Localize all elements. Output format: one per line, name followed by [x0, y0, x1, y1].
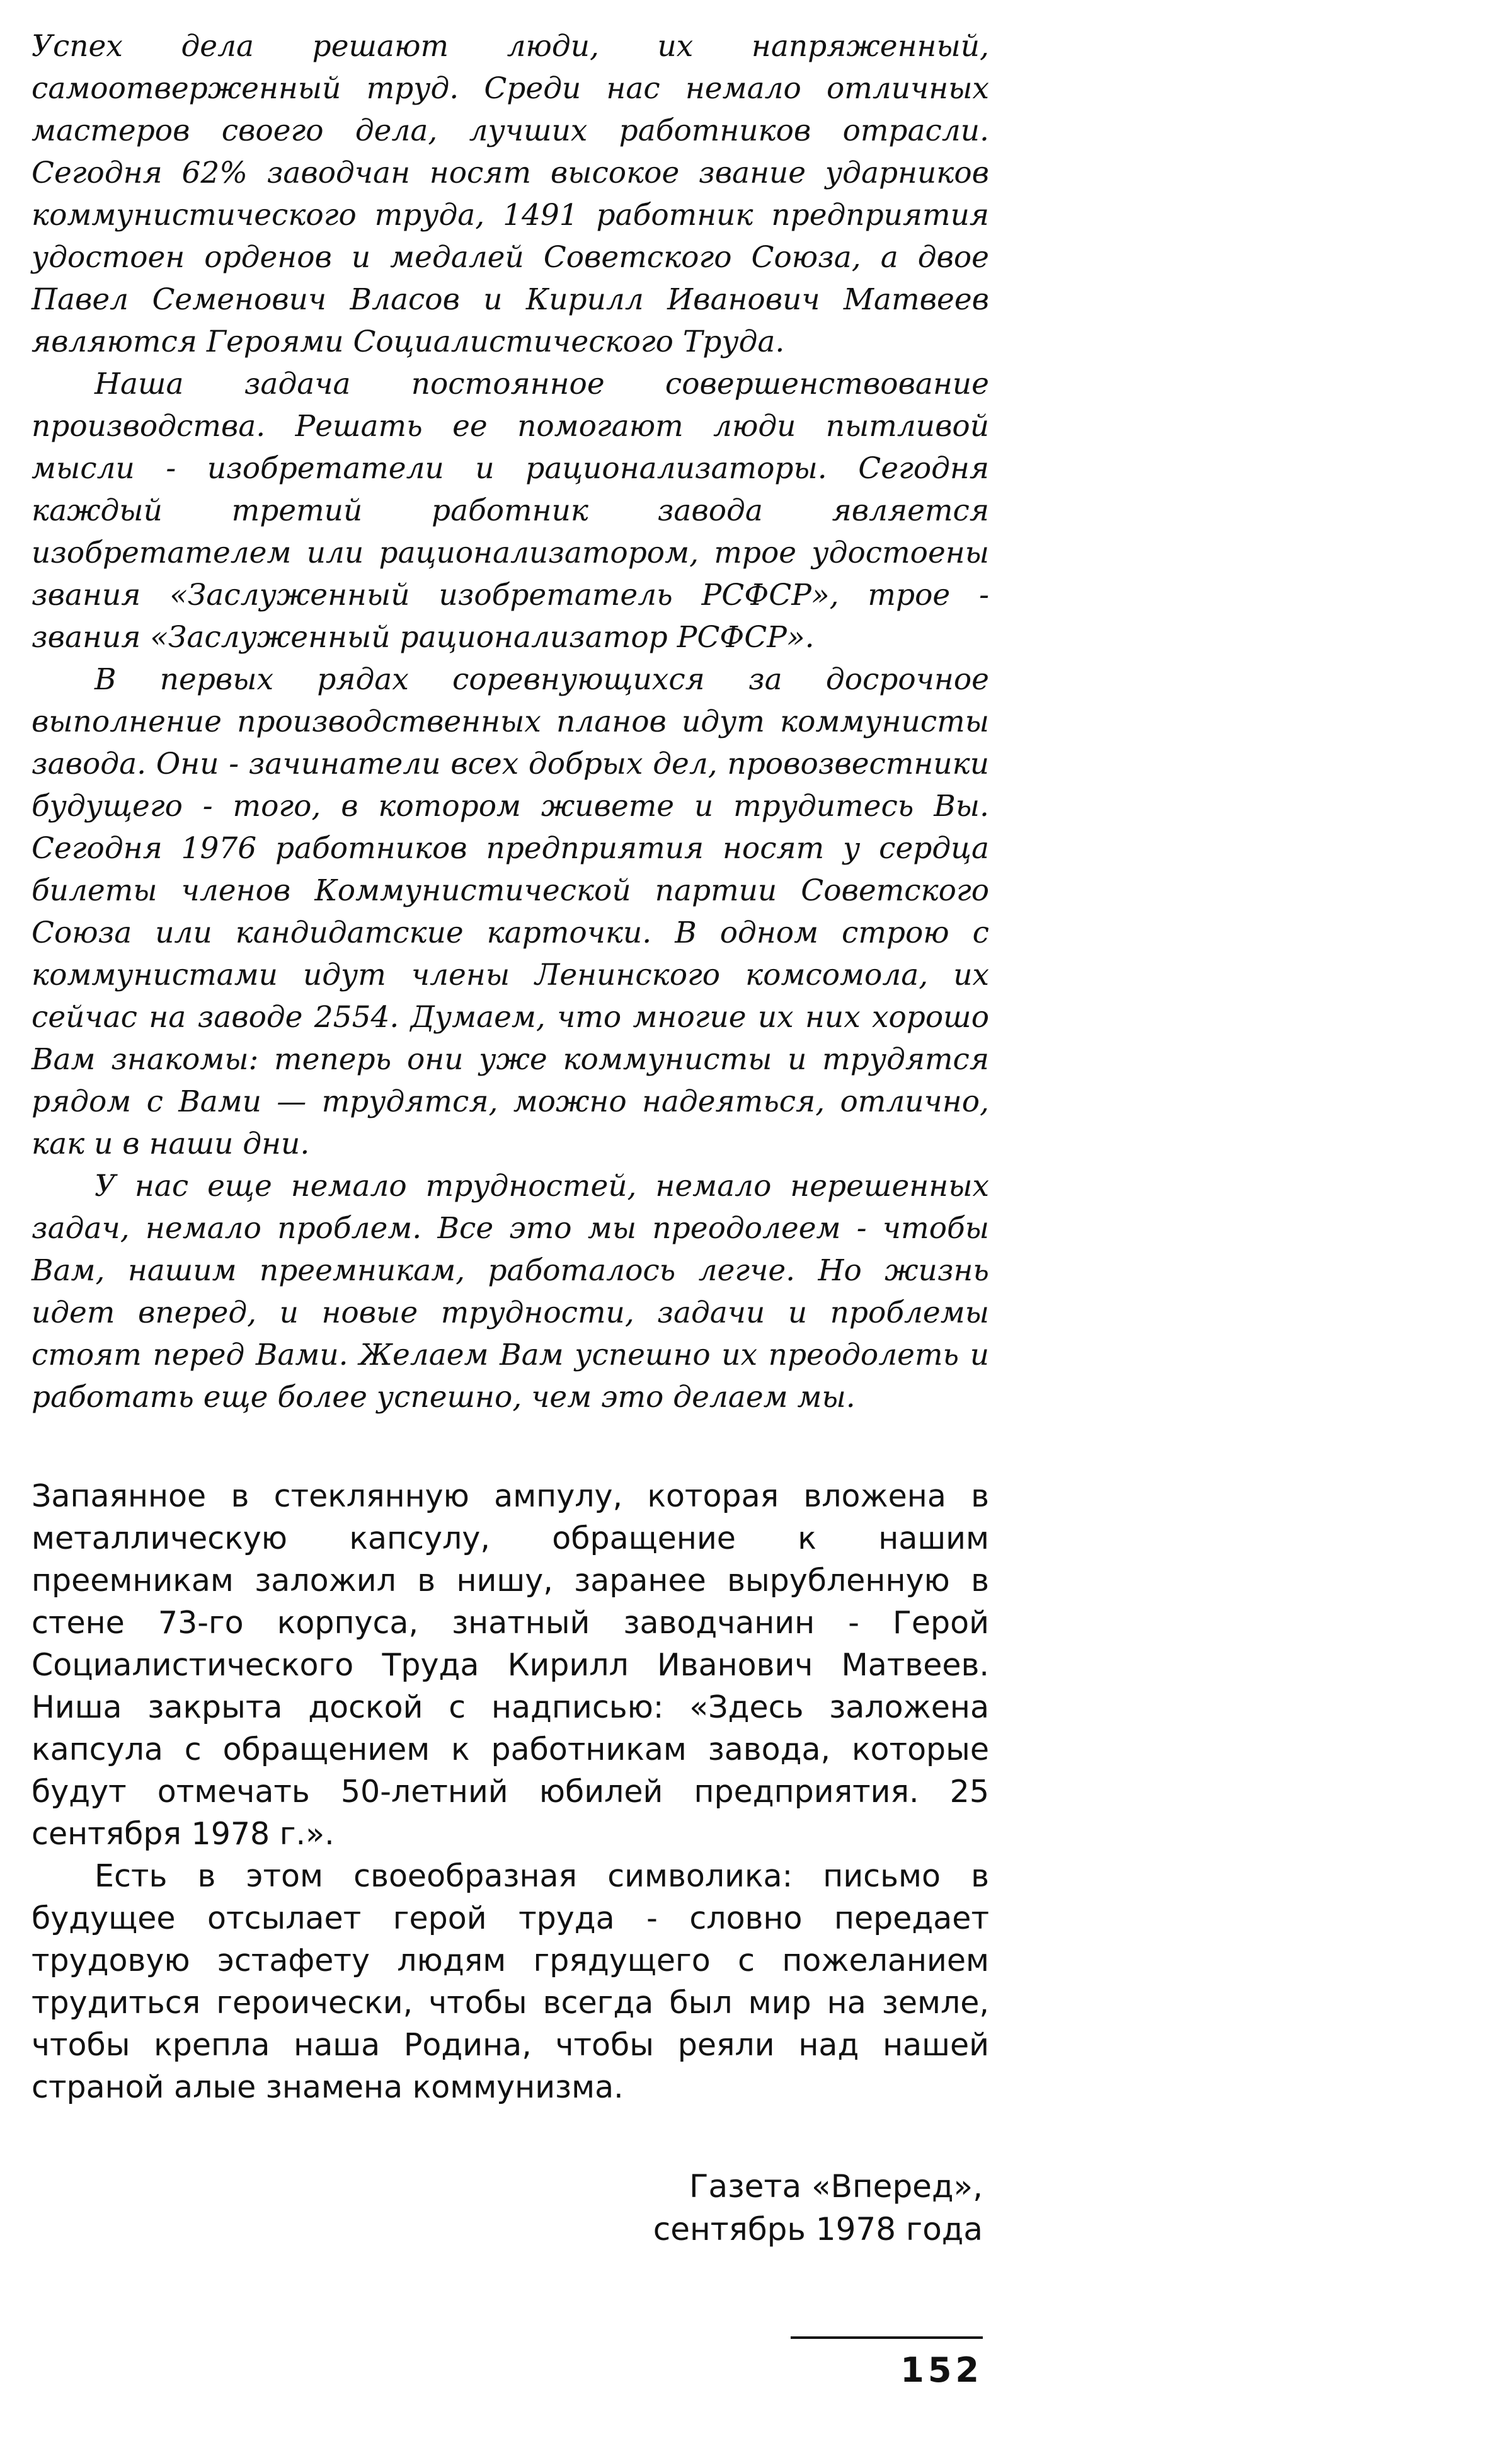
letter-paragraph-3: В первых рядах соревнующихся за досрочное выполнение производственных планов идут коммунисты завода. Они - зачинатели всех добрых дел, провозвестники будущего - того, в котором живете и трудитесь Вы. Сегодня 1976 работников предприятия носят у сердца билеты членов Коммунистической партии Советского Союза или кандидатские карточки. В одном строю с коммунистами идут члены Ленинского комсомола, их сейчас на заводе 2554. Думаем, что многие их них хорошо Вам знакомы: теперь они уже коммунисты и трудятся рядом с Вами — трудятся, можно надеяться, отлично, как и в наши дни. — [32, 662, 989, 1161]
letter-quotation — [32, 25, 989, 1418]
page-number: 152 — [900, 2350, 983, 2390]
narrative-paragraph-1: Запаянное в стеклянную ампулу, которая вложена в металлическую капсулу, обращение к нашим преемникам заложил в нишу, заранее вырубленную в стене 73-го корпуса, знатный заводчанин - Герой Социалистического Труда Кирилл Иванович Матвеев. Ниша закрыта доской с надписью: «Здесь заложена капсула с обращением к работникам завода, которые будут отмечать 50-летний юбилей предприятия. 25 сентября 1978 г.». — [32, 1478, 989, 1852]
narrative-paragraph-2: Есть в этом своеобразная символика: письмо в будущее отсылает герой труда - словно передает трудовую эстафету людям грядущего с пожеланием трудиться героически, чтобы всегда был мир на земле, чтобы крепла наша Родина, чтобы реяли над нашей страной алые знамена коммунизма. — [32, 1858, 989, 2105]
letter-paragraph-4: У нас еще немало трудностей, немало нерешенных задач, немало проблем. Все это мы преодолеем - чтобы Вам, нашим преемникам, работалось легче. Но жизнь идет вперед, и новые трудности, задачи и проблемы стоят перед Вами. Желаем Вам успешно их преодолеть и работать еще более успешно, чем это делаем мы. — [32, 1169, 989, 1415]
source-date: сентябрь 1978 года — [653, 2211, 983, 2248]
document-page — [32, 25, 989, 2251]
source-signature — [32, 2165, 989, 2251]
letter-paragraph-2: Наша задача постоянное совершенствование производства. Решать ее помогают люди пытливой мысли - изобретатели и рационализаторы. Сегодня каждый третий работник завода является изобретателем или рационализатором, трое удостоены звания «Заслуженный изобретатель РСФСР», трое - звания «Заслуженный рационализатор РСФСР». — [32, 367, 989, 655]
narrative-text — [32, 1475, 989, 2108]
footer-rule — [791, 2336, 983, 2339]
source-name: Газета «Вперед», — [689, 2168, 983, 2205]
letter-paragraph-1: Успех дела решают люди, их напряженный, самоотверженный труд. Среди нас немало отличных мастеров своего дела, лучших работников отрасли. Сегодня 62% заводчан носят высокое звание ударников коммунистического труда, 1491 работник предприятия удостоен орденов и медалей Советского Союза, а двое Павел Семенович Власов и Кирилл Иванович Матвеев являются Героями Социалистического Труда. — [32, 29, 989, 359]
